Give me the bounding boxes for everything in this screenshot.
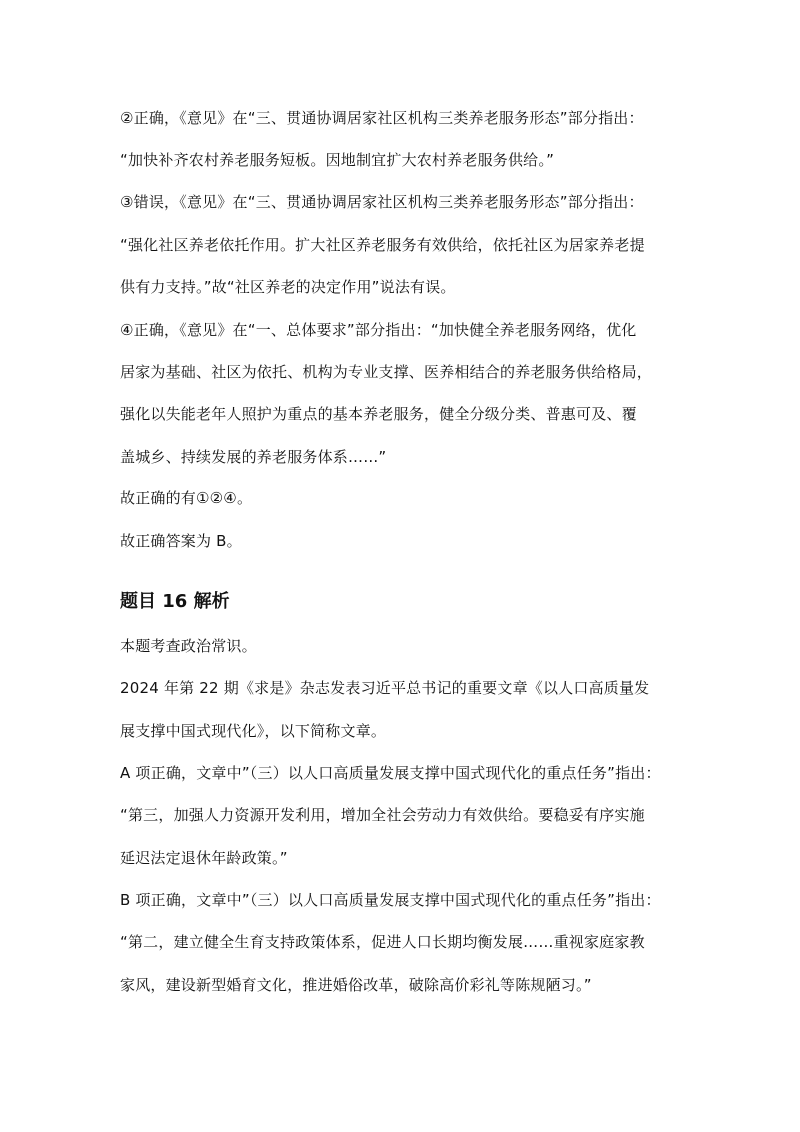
- paragraph-line: 家风，建设新型婚育文化，推进婚俗改革，破除高价彩礼等陈规陋习。”: [120, 976, 592, 994]
- paragraph-line: 本题考查政治常识。: [120, 637, 257, 655]
- paragraph-line: ②正确，《意见》在“三、贯通协调居家社区机构三类养老服务形态”部分指出：: [120, 109, 644, 127]
- paragraph-line: “第三，加强人力资源开发利用，增加全社会劳动力有效供给。要稳妥有序实施: [120, 806, 645, 824]
- conclusion-line: 故正确的有①②④。: [120, 489, 253, 507]
- paragraph-line: “加快补齐农村养老服务短板。因地制宜扩大农村养老服务供给。”: [120, 151, 555, 169]
- paragraph-line: 供有力支持。”故“社区养老的决定作用”说法有误。: [120, 278, 456, 296]
- paragraph-line: ③错误，《意见》在“三、贯通协调居家社区机构三类养老服务形态”部分指出：: [120, 193, 644, 211]
- paragraph-line: 展支撑中国式现代化》，以下简称文章。: [120, 722, 387, 740]
- answer-line: 故正确答案为 B。: [120, 532, 242, 550]
- paragraph-line: 居家为基础、社区为依托、机构为专业支撑、医养相结合的养老服务供给格局，: [120, 363, 653, 381]
- paragraph-line: A 项正确，文章中”（三）以人口高质量发展支撑中国式现代化的重点任务”指出：: [120, 764, 661, 782]
- paragraph-line: 强化以失能老年人照护为重点的基本养老服务，健全分级分类、普惠可及、覆: [120, 405, 637, 423]
- paragraph-line: B 项正确，文章中”（三）以人口高质量发展支撑中国式现代化的重点任务”指出：: [120, 891, 661, 909]
- paragraph-line: 2024 年第 22 期《求是》杂志发表习近平总书记的重要文章《以人口高质量发: [120, 679, 650, 697]
- paragraph-line: 盖城乡、持续发展的养老服务体系……”: [120, 448, 387, 466]
- paragraph-line: 延迟法定退休年龄政策。”: [120, 849, 288, 867]
- paragraph-line: ④正确，《意见》在“一、总体要求”部分指出：“加快健全养老服务网络，优化: [120, 321, 637, 339]
- section-heading: 题目 16 解析: [120, 591, 230, 612]
- paragraph-line: “强化社区养老依托作用。扩大社区养老服务有效供给，依托社区为居家养老提: [120, 236, 645, 254]
- paragraph-line: “第二，建立健全生育支持政策体系，促进人口长期均衡发展……重视家庭家教: [120, 933, 645, 951]
